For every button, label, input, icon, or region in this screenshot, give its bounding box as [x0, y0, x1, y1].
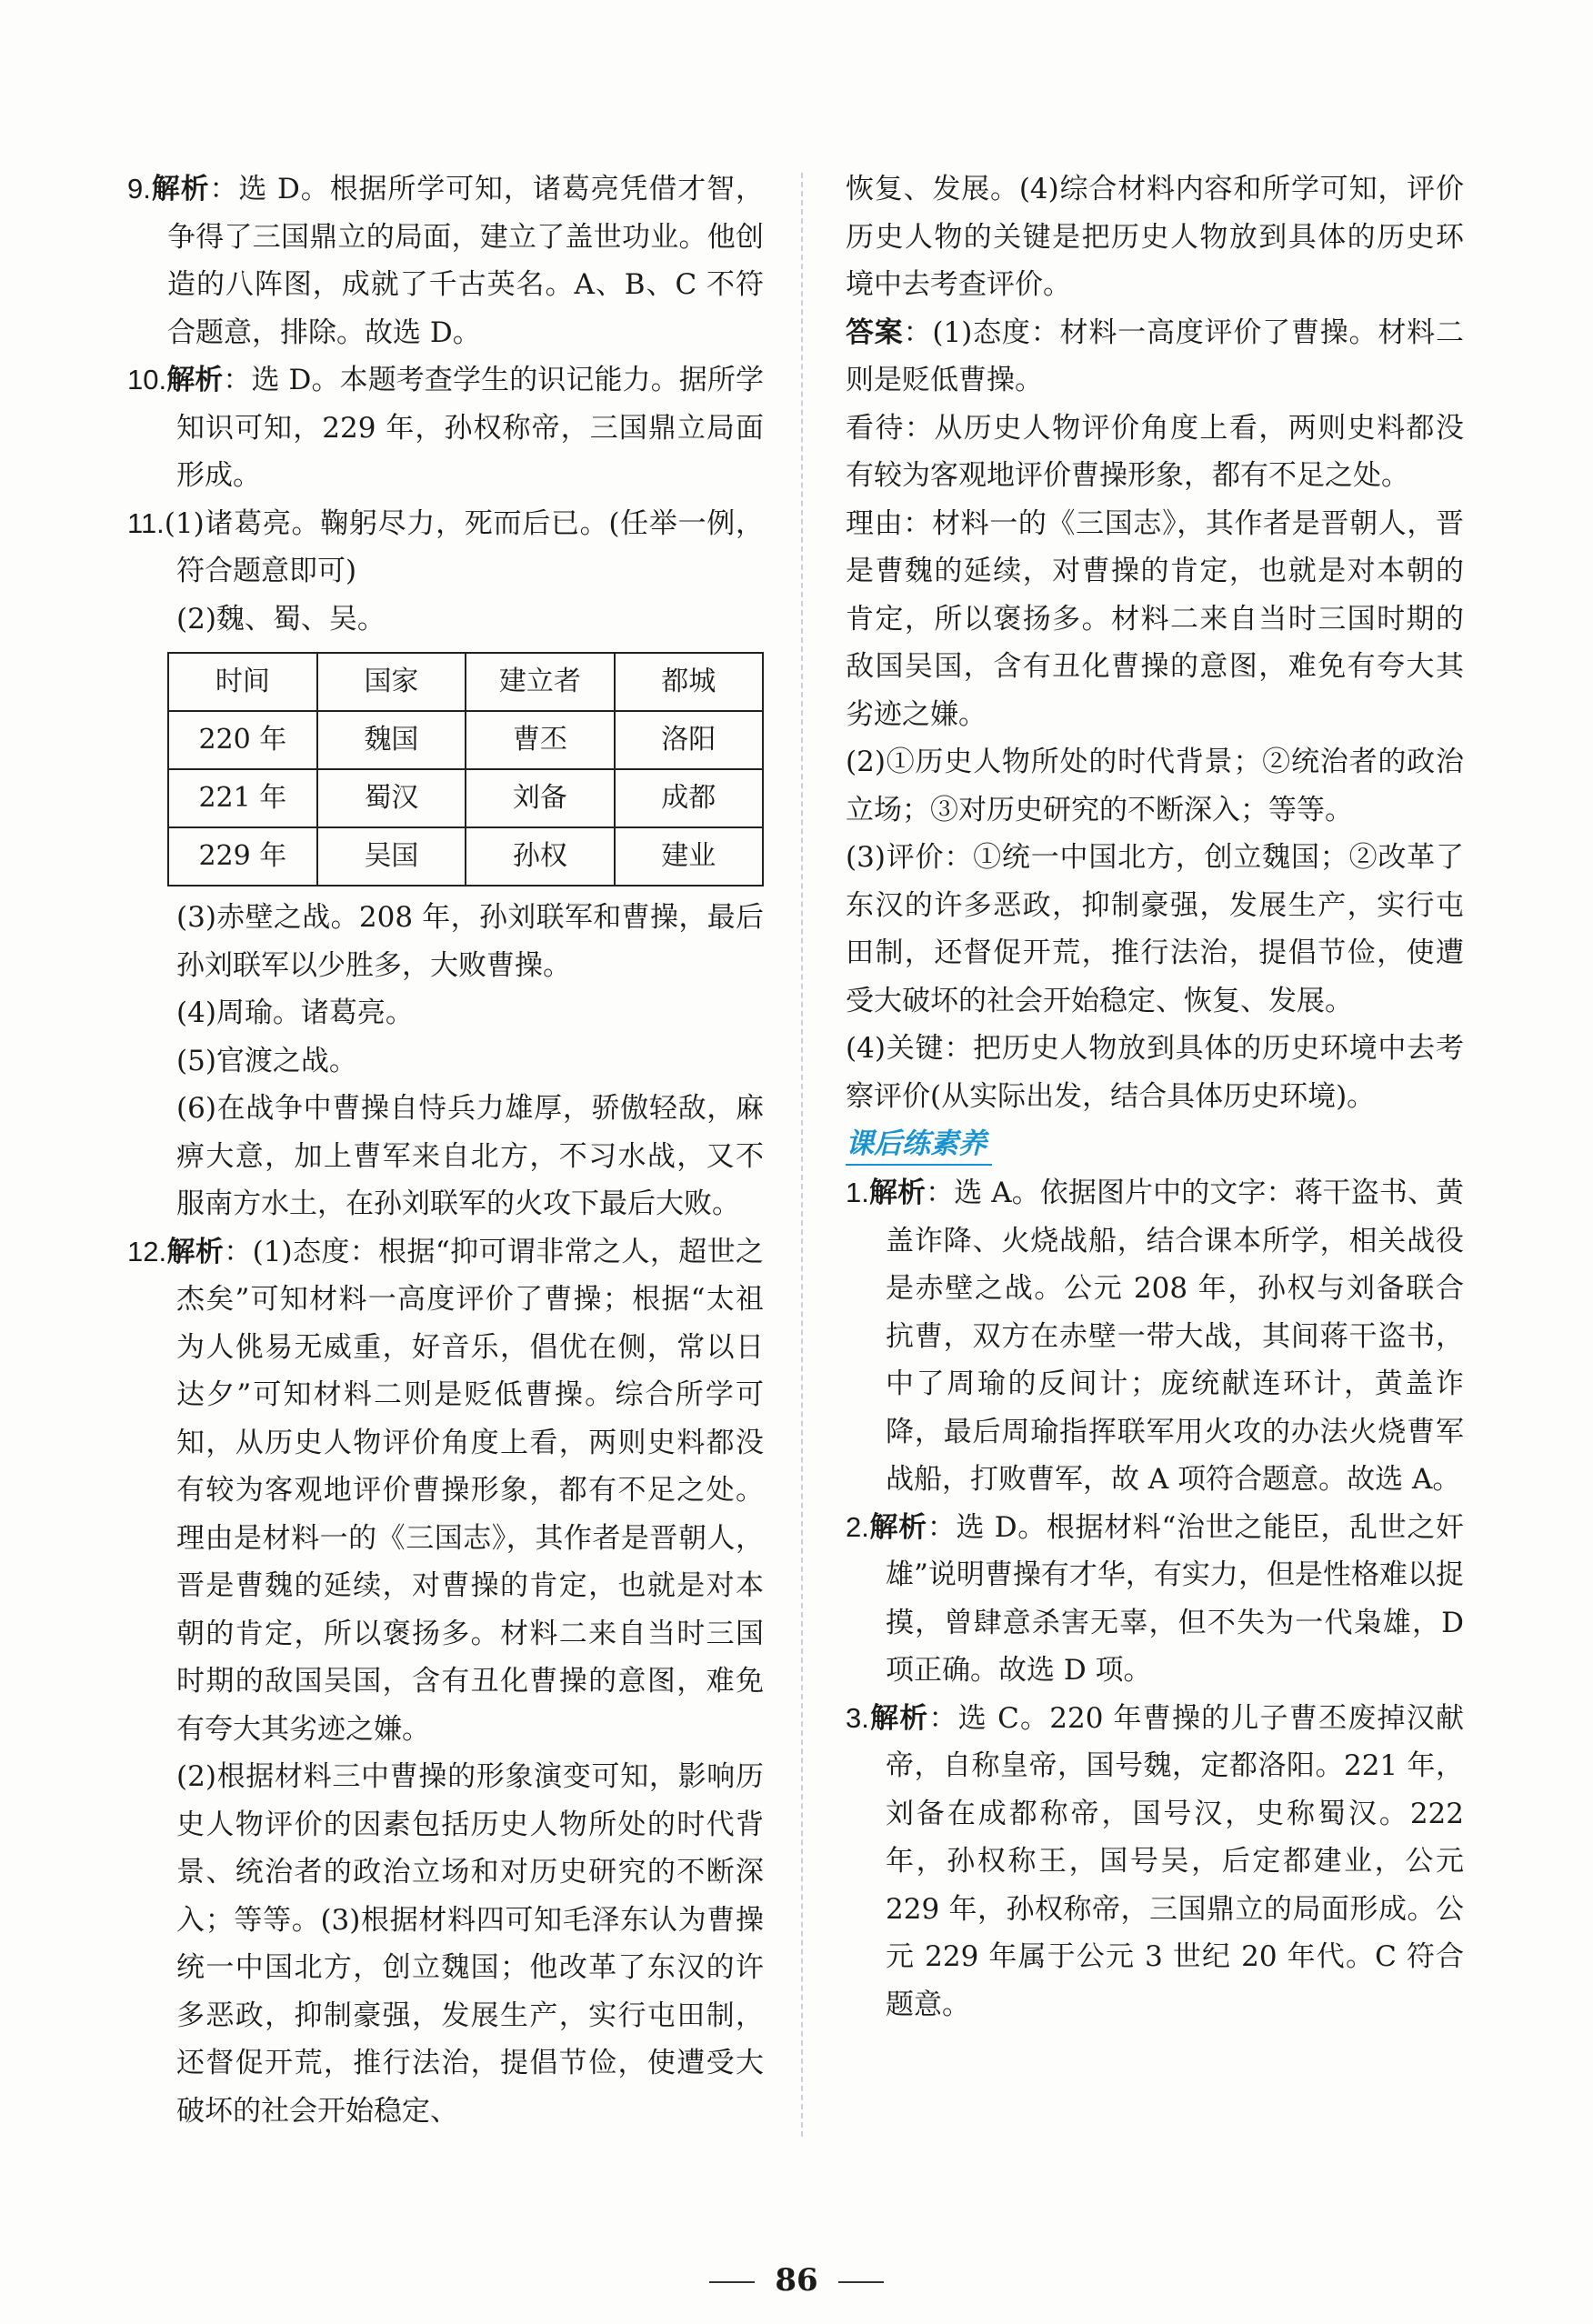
question-11-part-3: (3)赤壁之战。208 年，孙刘联军和曹操，最后孙刘联军以少胜多，大败曹操。: [176, 901, 764, 982]
table-cell: 成都: [615, 769, 763, 827]
table-cell: 曹丕: [466, 711, 614, 769]
question-11-part-5: (5)官渡之战。: [176, 1044, 357, 1077]
answer-reason: 理由：材料一的《三国志》，其作者是晋朝人，晋是曹魏的延续，对曹操的肯定，也就是对本朝的肯定，所以褒扬多。材料二来自当时三国时期的敌国吴国，含有丑化曹操的意图，难免有夸大其劣迹之嫌。: [846, 506, 1464, 731]
question-11-part-4: (4)周瑜。诸葛亮。: [176, 997, 414, 1029]
table-cell: 孙权: [466, 827, 614, 886]
table-cell: 吴国: [317, 827, 466, 886]
page-number: 86: [775, 2262, 818, 2299]
table-header: 建立者: [466, 653, 614, 711]
answer-part-4: (4)关键：把历史人物放到具体的历史环境中去考察评价(从实际出发，结合具体历史环境)。: [846, 1032, 1464, 1113]
exercise-3: 3.解析：选 C。220 年曹操的儿子曹丕废掉汉献帝，自称皇帝，国号魏，定都洛阳。221 年，刘备在成都称帝，国号汉，史称蜀汉。222 年，孙权称王，国号吴，后定都建业，公元 229 年，孙权称帝，三国鼎立的局面形成。公元 229 年属于公元 3 世纪 20 年代。C 符合题意。: [846, 1701, 1464, 2021]
question-12: 12.解析：(1)态度：根据“抑可谓非常之人，超世之杰矣”可知材料一高度评价了曹操；根据“太祖为人佻易无威重，好音乐，倡优在侧，常以日达夕”可知材料二则是贬低曹操。综合所学可知，从历史人物评价角度上看，两则史料都没有较为客观地评价曹操形象，都有不足之处。理由是材料一的《三国志》，其作者是晋朝人，晋是曹魏的延续，对曹操的肯定，也就是对本朝的肯定，所以褒扬多。材料二来自当时三国时期的敌国吴国，含有丑化曹操的意图，难免有夸大其劣迹之嫌。: [127, 1235, 765, 1746]
table-cell: 蜀汉: [317, 769, 466, 827]
question-12-part-2: (2)根据材料三中曹操的形象演变可知，影响历史人物评价的因素包括历史人物所处的时代背景、统治者的政治立场和对历史研究的不断深入；等等。(3)根据材料四可知毛泽东认为曹操统一中国北方，创立魏国；他改革了东汉的许多恶政，抑制豪强，发展生产，实行屯田制，还督促开荒，推行法治，提倡节俭，使遭受大破坏的社会开始稳定、: [176, 1760, 764, 2128]
table-cell: 221 年: [168, 769, 317, 827]
table-header: 都城: [615, 653, 763, 711]
footer-dash-right: [838, 2281, 884, 2283]
table-cell: 229 年: [168, 827, 317, 886]
left-column: [127, 165, 764, 2135]
table-header: 国家: [317, 653, 466, 711]
question-11-part-2: (2)魏、蜀、吴。: [176, 602, 386, 636]
table-cell: 建业: [615, 827, 763, 886]
table-row: [168, 769, 763, 827]
exercise-1: 1.解析：选 A。依据图片中的文字：蒋干盗书、黄盖诈降、火烧战船，结合课本所学，相关战役是赤壁之战。公元 208 年，孙权与刘备联合抗曹，双方在赤壁一带大战，其间蒋干盗书，中了周瑜的反间计；庞统献连环计，黄盖诈降，最后周瑜指挥联军用火攻的办法火烧曹军战船，打败曹军，故 A 项符合题意。故选 A。: [846, 1177, 1464, 1496]
question-11-part-6: (6)在战争中曹操自恃兵力雄厚，骄傲轻敌，麻痹大意，加上曹军来自北方，不习水战，又不服南方水土，在孙刘联军的火攻下最后大败。: [176, 1092, 764, 1220]
answer-part-2: (2)①历史人物所处的时代背景；②统治者的政治立场；③对历史研究的不断深入；等等。: [846, 746, 1464, 826]
table-cell: 刘备: [466, 769, 614, 827]
answer-part-1: 答案：(1)态度：材料一高度评价了曹操。材料二则是贬低曹操。: [846, 316, 1464, 396]
table-cell: 洛阳: [615, 711, 763, 769]
page-footer: [0, 2262, 1593, 2299]
footer-dash-left: [709, 2281, 755, 2283]
answer-part-3: (3)评价：①统一中国北方，创立魏国；②改革了东汉的许多恶政，抑制豪强，发展生产，实行屯田制，还督促开荒，推行法治，提倡节俭，使遭受大破坏的社会开始稳定、恢复、发展。: [846, 841, 1464, 1017]
column-divider: [801, 173, 803, 2137]
question-10: 10.解析：选 D。本题考查学生的识记能力。据所学知识可知，229 年，孙权称帝，三国鼎立局面形成。: [127, 364, 764, 492]
exercise-2: 2.解析：选 D。根据材料“治世之能臣，乱世之奸雄”说明曹操有才华，有实力，但是性格难以捉摸，曾肆意杀害无辜，但不失为一代枭雄，D 项正确。故选 D 项。: [846, 1510, 1465, 1687]
table-row: [168, 827, 763, 886]
table-header-row: [168, 653, 763, 711]
answer-view: 看待：从历史人物评价角度上看，两则史料都没有较为客观地评价曹操形象，都有不足之处。: [846, 411, 1464, 492]
table-header: 时间: [168, 653, 317, 711]
question-11: 11.(1)诸葛亮。鞠躬尽力，死而后已。(任举一例，符合题意即可): [127, 506, 764, 587]
three-kingdoms-table: [167, 652, 764, 887]
section-title: 课后练素养: [846, 1124, 992, 1166]
question-9: 9.解析：选 D。根据所学可知，诸葛亮凭借才智，争得了三国鼎立的局面，建立了盖世功业。他创造的八阵图，成就了千古英名。A、B、C 不符合题意，排除。故选 D。: [127, 173, 764, 349]
right-column: [846, 165, 1464, 2028]
table-cell: 魏国: [317, 711, 466, 769]
table-cell: 220 年: [168, 711, 317, 769]
table-row: [168, 711, 763, 769]
question-12-continued: 恢复、发展。(4)综合材料内容和所学可知，评价历史人物的关键是把历史人物放到具体的历史环境中去考查评价。: [846, 173, 1464, 301]
